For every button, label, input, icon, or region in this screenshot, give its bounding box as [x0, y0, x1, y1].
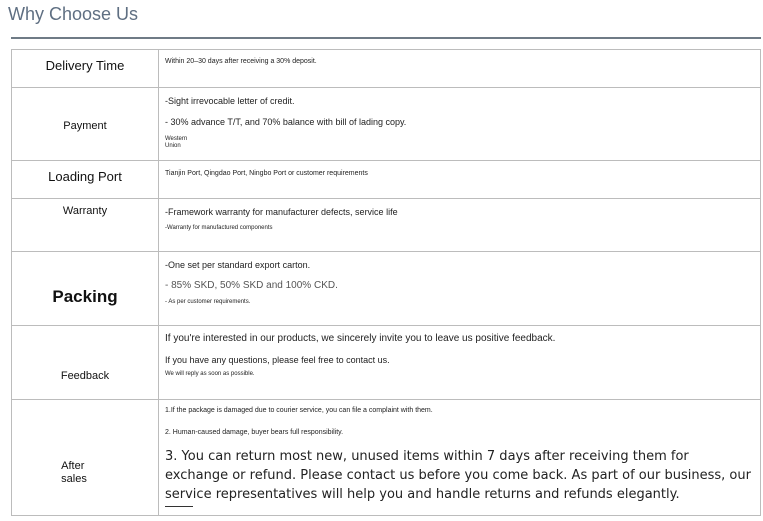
info-table — [11, 49, 761, 516]
row-label-feedback: Feedback — [60, 370, 110, 382]
packing-line-1: -One set per standard export carton. — [165, 260, 311, 270]
table-row-after-sales — [12, 400, 761, 516]
title-divider — [11, 37, 761, 39]
row-content-cell — [159, 400, 761, 516]
delivery-text: Within 20–30 days after receiving a 30% deposit. — [165, 58, 317, 65]
table-row-loading-port — [12, 161, 761, 199]
row-content-cell — [159, 161, 761, 199]
section-title: Why Choose Us — [8, 4, 139, 24]
row-label-delivery: Delivery Time — [45, 58, 125, 73]
table-row-feedback — [12, 326, 761, 400]
payment-line-4: Union — [165, 143, 181, 149]
row-label-cell — [12, 161, 159, 199]
row-content-cell — [159, 88, 761, 161]
packing-line-3: - As per customer requirements. — [165, 299, 251, 305]
row-label-cell — [12, 326, 159, 400]
row-label-warranty: Warranty — [62, 205, 108, 217]
row-label-payment: Payment — [63, 120, 107, 132]
table-row-payment — [12, 88, 761, 161]
table-row-packing — [12, 252, 761, 326]
payment-line-1: -Sight irrevocable letter of credit. — [165, 96, 295, 106]
row-label-packing: Packing — [52, 287, 118, 306]
row-content-cell — [159, 50, 761, 88]
warranty-line-1: -Framework warranty for manufacturer defects, service life — [165, 207, 398, 217]
row-content-cell — [159, 252, 761, 326]
row-content-cell — [159, 326, 761, 400]
after-sales-line-3: 3. You can return most new, unused items within 7 days after receiving them for exchange or refund. Please contact us before you come back. As part of our business, our service representatives will help you and handle returns and refunds elegantly. — [165, 449, 751, 502]
payment-line-2: - 30% advance T/T, and 70% balance with bill of lading copy. — [165, 117, 407, 127]
feedback-line-1: If you're interested in our products, we sincerely invite you to leave us positive feedback. — [165, 333, 556, 344]
after-sales-line-2: 2. Human-caused damage, buyer bears full responsibility. — [165, 429, 344, 436]
row-label-cell — [12, 400, 159, 516]
row-label-cell — [12, 50, 159, 88]
table-row-delivery — [12, 50, 761, 88]
warranty-line-2: -Warranty for manufactured components — [165, 225, 273, 231]
payment-line-3: Western — [165, 136, 188, 142]
text-underline-mark — [165, 506, 193, 507]
row-label-cell — [12, 252, 159, 326]
row-label-cell — [12, 199, 159, 252]
after-sales-line-1: 1.If the package is damaged due to courier service, you can file a complaint with them. — [165, 407, 433, 414]
row-label-loading-port: Loading Port — [48, 169, 122, 184]
row-label-after-sales-line-1: After — [61, 460, 85, 472]
row-label-cell — [12, 88, 159, 161]
packing-line-2: - 85% SKD, 50% SKD and 100% CKD. — [165, 280, 338, 291]
feedback-line-2: If you have any questions, please feel free to contact us. — [165, 355, 390, 365]
feedback-line-3: We will reply as soon as possible. — [165, 371, 255, 377]
row-label-after-sales-line-2: sales — [61, 473, 87, 485]
loading-port-text: Tianjin Port, Qingdao Port, Ningbo Port or customer requirements — [165, 170, 368, 177]
row-content-cell — [159, 199, 761, 252]
table-row-warranty — [12, 199, 761, 252]
